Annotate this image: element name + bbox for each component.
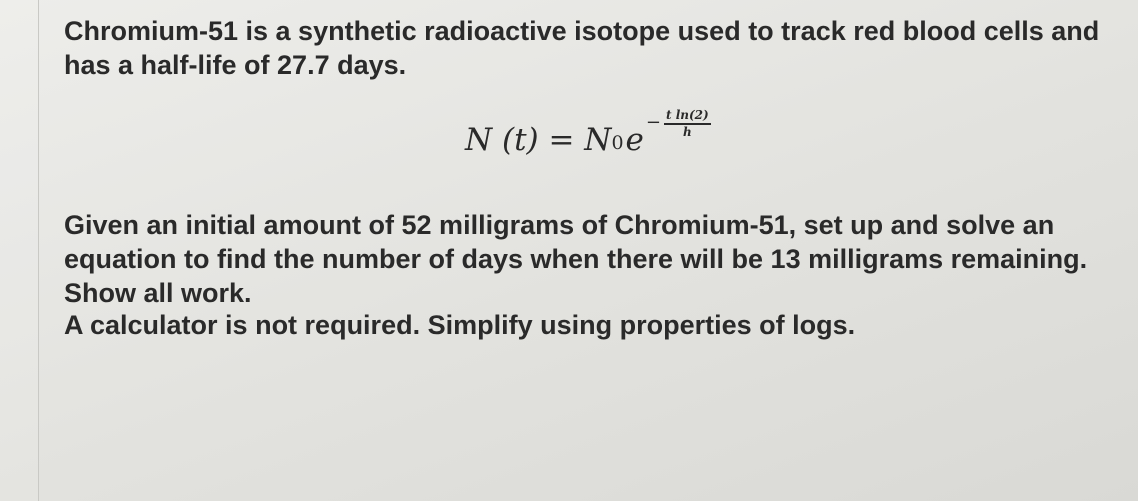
intro-line-2: has a half-life of 27.7 days.: [64, 50, 407, 80]
note-paragraph: [64, 308, 855, 342]
decay-formula: [465, 108, 711, 158]
task-line-3: Show all work.: [64, 278, 252, 308]
task-line-2: equation to find the number of days when there will be 13 milligrams remaining.: [64, 244, 1088, 274]
task-line-1: Given an initial amount of 52 milligrams of Chromium-51, set up and solve an: [64, 210, 1055, 240]
formula-lhs: N (t) = N: [465, 122, 612, 158]
intro-line-1: Chromium-51 is a synthetic radioactive isotope used to track red blood cells and: [64, 16, 1100, 46]
formula-base: e: [625, 122, 644, 158]
formula-exponent: [646, 108, 711, 139]
calculator-note: A calculator is not required. Simplify using properties of logs.: [64, 310, 856, 340]
page-left-margin: [0, 0, 39, 501]
exponent-sign: −: [645, 112, 661, 133]
exponent-denominator: h: [682, 125, 692, 139]
exponent-fraction: [664, 108, 711, 139]
intro-paragraph: [64, 14, 1099, 82]
formula-subscript: 0: [611, 132, 624, 154]
task-paragraph: [64, 208, 1087, 310]
exponent-numerator: t ln(2): [664, 108, 711, 125]
